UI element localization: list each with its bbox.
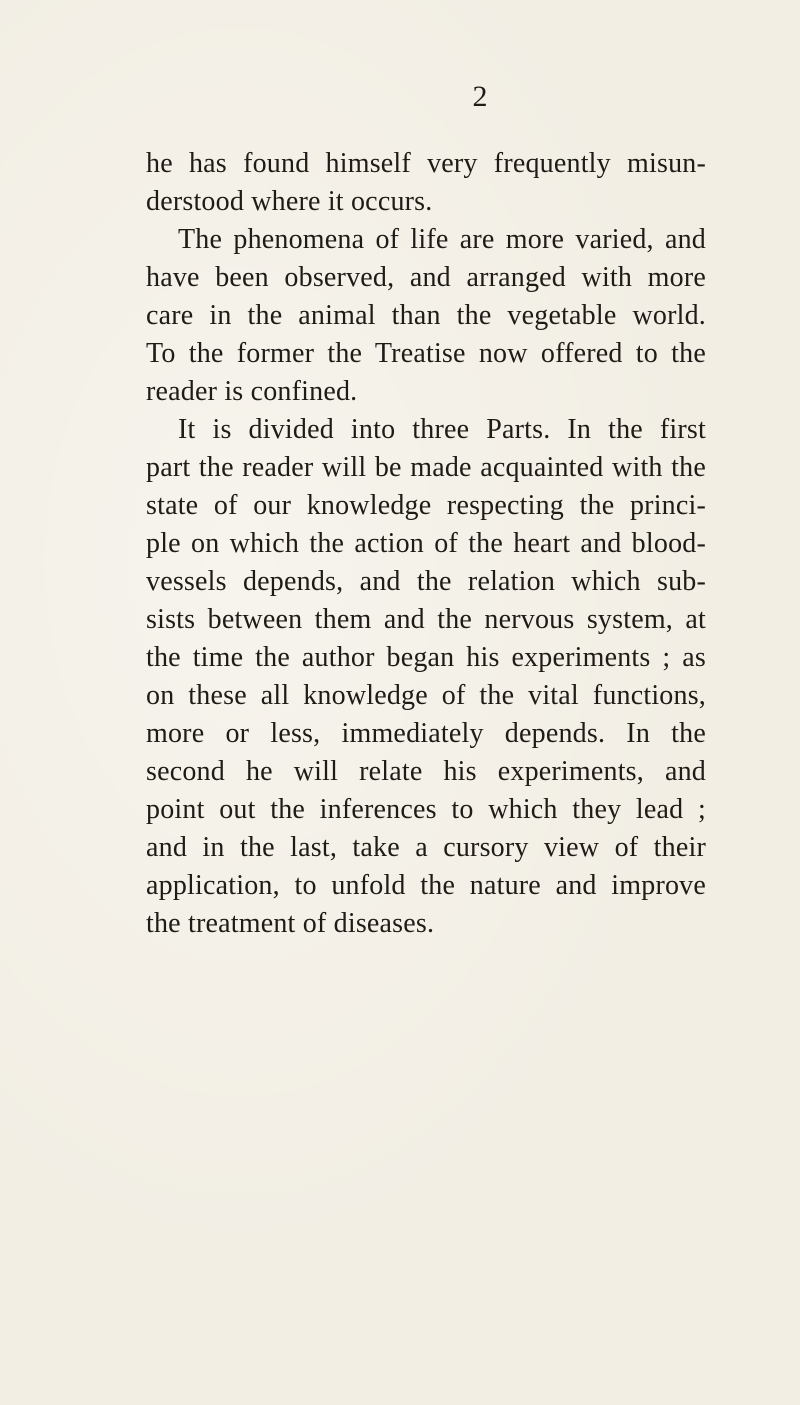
text-line: and in the last, take a cursory view of their <box>146 832 706 863</box>
text-line: have been observed, and arranged with more <box>146 262 706 293</box>
text-line: vessels depends, and the relation which sub- <box>146 566 706 597</box>
text-line: the treatment of diseases. <box>146 908 435 939</box>
text-line: derstood where it occurs. <box>146 186 433 217</box>
text-line: reader is confined. <box>146 376 358 407</box>
text-line: the time the author began his experiments ; as <box>146 642 706 673</box>
text-line: application, to unfold the nature and improve <box>146 870 706 901</box>
text-line: sists between them and the nervous system, at <box>146 604 706 635</box>
page-number: 2 <box>472 80 488 113</box>
text-line: on these all knowledge of the vital functions, <box>146 680 706 711</box>
text-line: To the former the Treatise now offered to the <box>146 338 706 369</box>
text-line: It is divided into three Parts. In the first <box>178 414 706 445</box>
text-line: second he will relate his experiments, and <box>146 756 706 787</box>
text-line: point out the inferences to which they lead ; <box>146 794 706 825</box>
text-line: state of our knowledge respecting the princi- <box>146 490 706 521</box>
text-line: care in the animal than the vegetable world. <box>146 300 706 331</box>
text-line: The phenomena of life are more varied, and <box>178 224 706 255</box>
text-line: ple on which the action of the heart and blood- <box>146 528 706 559</box>
text-line: part the reader will be made acquainted with the <box>146 452 706 483</box>
body-text <box>146 145 706 943</box>
text-line: more or less, immediately depends. In the <box>146 718 706 749</box>
text-line: he has found himself very frequently misun- <box>146 148 706 179</box>
